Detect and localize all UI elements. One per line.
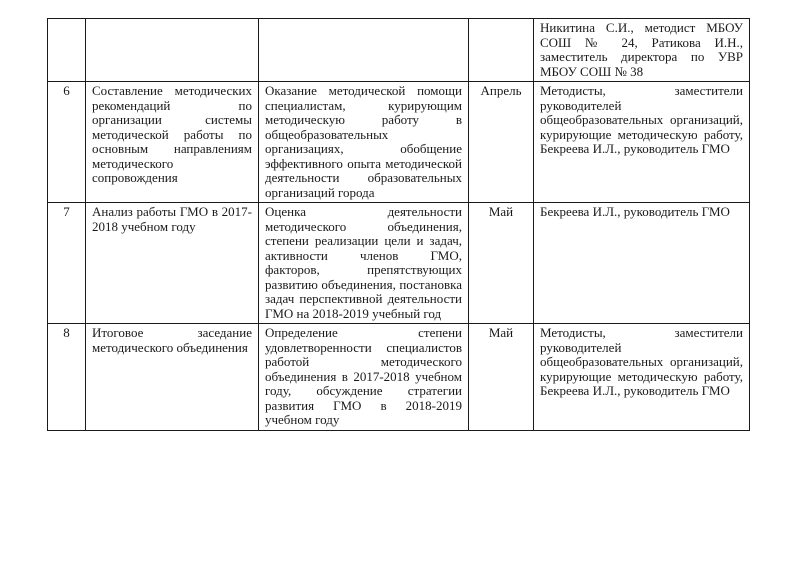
cell-purpose: Оценка деятельности методического объединения, степени реализации цели и задач, активности членов ГМО, факторов, препятствующих развитию объединения, постановка задач перспективной деятельности ГМО на 2018-2019 учебный год [259, 203, 469, 324]
cell-purpose: Определение степени удовлетворенности специалистов работой методического объединения в 2017-2018 учебном году, обсуждение стратегии развития ГМО в 2018-2019 учебном году [259, 324, 469, 431]
cell-activity [86, 19, 259, 82]
work-plan-table [47, 18, 750, 431]
table-row-8 [48, 324, 750, 431]
cell-month [469, 19, 534, 82]
cell-number: 6 [48, 82, 86, 203]
cell-responsible: Методисты, заместители руководителей общеобразовательных организаций, курирующие методическую работу, Бекреева И.Л., руководитель ГМО [534, 82, 750, 203]
cell-responsible: Бекреева И.Л., руководитель ГМО [534, 203, 750, 324]
cell-purpose [259, 19, 469, 82]
cell-responsible: Методисты, заместители руководителей общеобразовательных организаций, курирующие методическую работу, Бекреева И.Л., руководитель ГМО [534, 324, 750, 431]
cell-activity: Итоговое заседание методического объединения [86, 324, 259, 431]
table-row-6 [48, 82, 750, 203]
cell-number [48, 19, 86, 82]
cell-month: Апрель [469, 82, 534, 203]
cell-responsible: Никитина С.И., методист МБОУ СОШ № 24, Ратикова И.Н., заместитель директора по УВР МБОУ СОШ № 38 [534, 19, 750, 82]
cell-activity: Составление методических рекомендаций по организации системы методической работы по основным направлениям методического сопровождения [86, 82, 259, 203]
cell-purpose: Оказание методической помощи специалистам, курирующим методическую работу в общеобразовательных организациях, обобщение эффективного опыта методической деятельности образовательных организаций города [259, 82, 469, 203]
cell-month: Май [469, 203, 534, 324]
cell-month: Май [469, 324, 534, 431]
cell-activity: Анализ работы ГМО в 2017-2018 учебном году [86, 203, 259, 324]
cell-number: 8 [48, 324, 86, 431]
table-row-continuation [48, 19, 750, 82]
table-row-7 [48, 203, 750, 324]
cell-number: 7 [48, 203, 86, 324]
